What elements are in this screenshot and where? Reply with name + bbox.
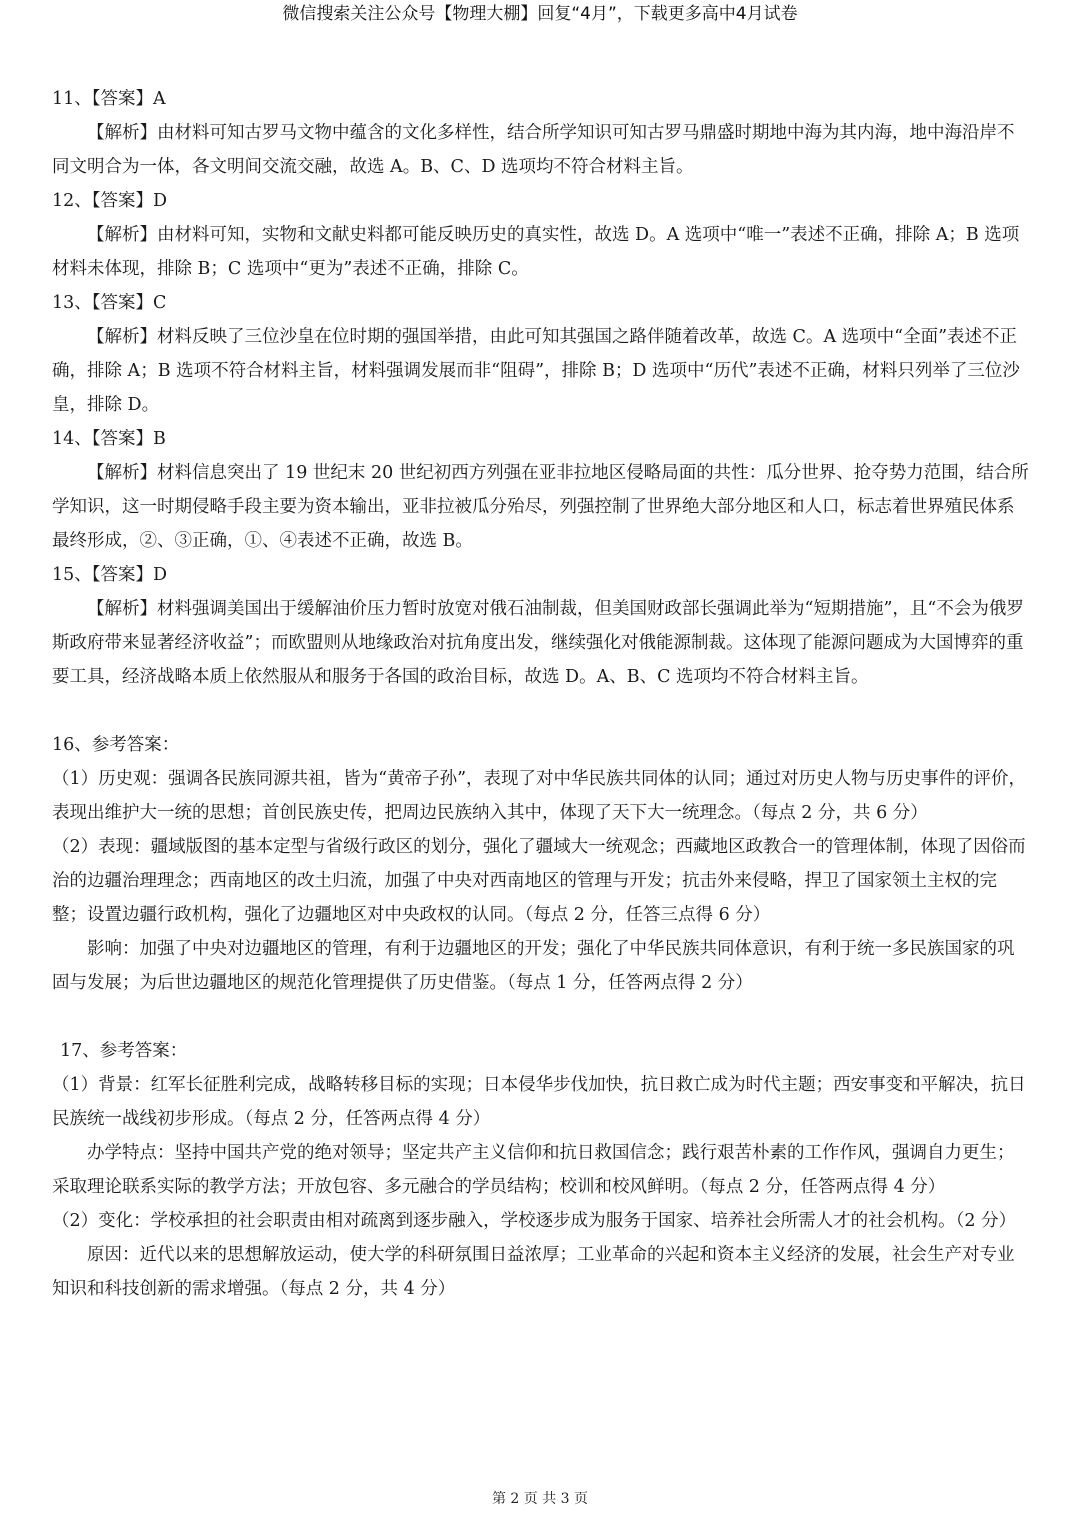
q17-reasons: 原因：近代以来的思想解放运动，使大学的科研氛围日益浓厚；工业革命的兴起和资本主义经济的发展，社会生产对专业知识和科技创新的需求增强。（每点 2 分，共 4 分） [52,1245,1015,1299]
analysis-15: 【解析】材料强调美国出于缓解油价压力暂时放宽对俄石油制裁，但美国财政部长强调此举为“短期措施”，且“不会为俄罗斯政府带来显著经济收益”；而欧盟则从地缘政治对抗角度出发，继续强化对俄能源制裁。这体现了能源问题成为大国博弈的重要工具，经济战略本质上依然服从和服务于各国的政治目标，故选 D。A、B、C 选项均不符合材料主旨。 [52,599,1024,687]
analysis-12: 【解析】由材料可知，实物和文献史料都可能反映历史的真实性，故选 D。A 选项中“唯一”表述不正确，排除 A；B 选项材料未体现，排除 B；C 选项中“更为”表述不正确，排除 C。 [52,225,1020,279]
q16-impact: 影响：加强了中央对边疆地区的管理，有利于边疆地区的开发；强化了中华民族共同体意识，有利于统一多民族国家的巩固与发展；为后世边疆地区的规范化管理提供了历史借鉴。（每点 1 分，任答两点得 2 分） [52,939,1015,993]
q17-part2: （2）变化：学校承担的社会职责由相对疏离到逐步融入，学校逐步成为服务于国家、培养社会所需人才的社会机构。（2 分） [52,1211,1017,1231]
q17-title: 17、参考答案： [60,1041,188,1061]
answer-12: 12、【答案】D [52,191,168,211]
spacer [52,1000,1030,1034]
analysis-11: 【解析】由材料可知古罗马文物中蕴含的文化多样性，结合所学知识可知古罗马鼎盛时期地中海为其内海，地中海沿岸不同文明合为一体，各文明间交流交融，故选 A。B、C、D 选项均不符合材料主旨。 [52,123,1015,177]
answer-11: 11、【答案】A [52,89,166,109]
q16-part2: （2）表现：疆域版图的基本定型与省级行政区的划分，强化了疆域大一统观念；西藏地区政教合一的管理体制，体现了因俗而治的边疆治理理念；西南地区的改土归流，加强了中央对西南地区的管理与开发；抗击外来侵略，捍卫了国家领土主权的完整；设置边疆行政机构，强化了边疆地区对中央政权的认同。（每点 2 分，任答三点得 6 分） [52,837,1026,925]
spacer [52,694,1030,728]
page-header-banner: 微信搜索关注公众号【物理大棚】回复“4月”，下载更多高中4月试卷 [282,4,798,24]
q16-part1: （1）历史观：强调各民族同源共祖，皆为“黄帝子孙”，表现了对中华民族共同体的认同；通过对历史人物与历史事件的评价，表现出维护大一统的思想；首创民族史传，把周边民族纳入其中，体现了天下大一统理念。（每点 2 分，共 6 分） [52,769,1027,823]
q17-part1: （1）背景：红军长征胜利完成，战略转移目标的实现；日本侵华步伐加快，抗日救亡成为时代主题；西安事变和平解决，抗日民族统一战线初步形成。（每点 2 分，任答两点得 4 分） [52,1075,1026,1129]
analysis-14: 【解析】材料信息突出了 19 世纪末 20 世纪初西方列强在亚非拉地区侵略局面的共性：瓜分世界、抢夺势力范围，结合所学知识，这一时期侵略手段主要为资本输出，亚非拉被瓜分殆尽，列强控制了世界绝大部分地区和人口，标志着世界殖民体系最终形成，②、③正确，①、④表述不正确，故选 B。 [52,463,1029,551]
answer-sheet-body [52,82,1030,1306]
answer-15: 15、【答案】D [52,565,168,585]
page-number: 第 2 页 共 3 页 [491,1491,589,1507]
q16-title: 16、参考答案： [52,735,180,755]
q17-features: 办学特点：坚持中国共产党的绝对领导；坚定共产主义信仰和抗日救国信念；践行艰苦朴素的工作作风，强调自力更生；采取理论联系实际的教学方法；开放包容、多元融合的学员结构；校训和校风鲜明。（每点 2 分，任答两点得 4 分） [52,1143,1015,1197]
answer-13: 13、【答案】C [52,293,167,313]
analysis-13: 【解析】材料反映了三位沙皇在位时期的强国举措，由此可知其强国之路伴随着改革，故选 C。A 选项中“全面”表述不正确，排除 A；B 选项不符合材料主旨，材料强调发展而非“阻碍”，排除 B；D 选项中“历代”表述不正确，材料只列举了三位沙皇，排除 D。 [52,327,1020,415]
answer-14: 14、【答案】B [52,429,166,449]
